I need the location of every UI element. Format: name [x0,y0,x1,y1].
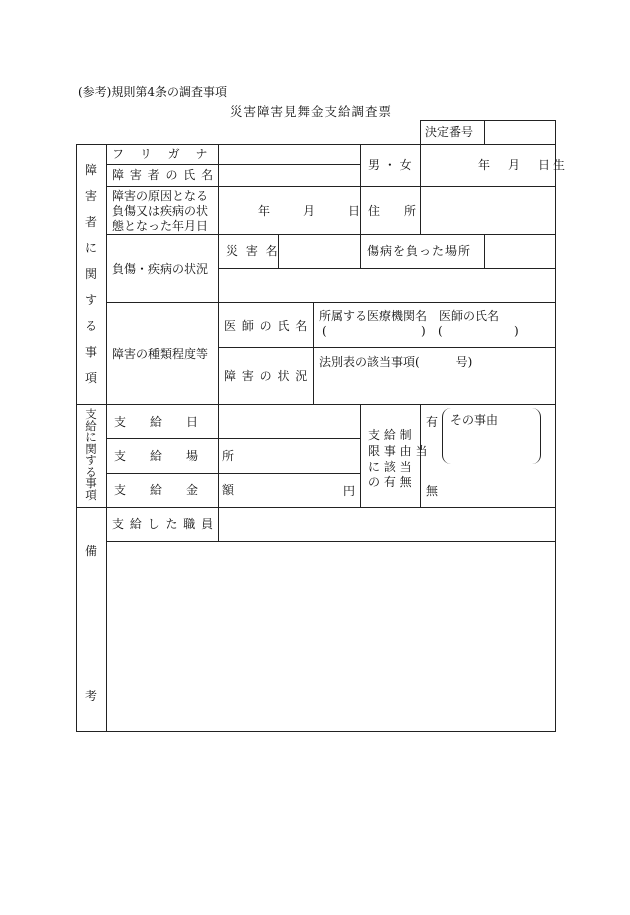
payment-amount-label: 支 給 金 額 [114,483,235,497]
schedule-item-label: 法別表の該当事項( 号) [319,355,473,369]
other-reason-field[interactable] [450,430,530,460]
victim-section-char: 関 [84,267,97,281]
address-label: 住 所 [368,204,417,218]
payment-section-char: に [85,430,97,444]
payment-section-char: 支 [85,407,97,421]
birthdate-label: 年 月 日生 [478,158,569,172]
victim-section-char: 障 [84,163,97,177]
institution-paren-close: ) [421,324,426,338]
victim-name-field[interactable] [224,168,354,184]
remarks-label-top: 備 [85,544,98,558]
victim-section-char: 事 [84,345,97,359]
payment-section-char: る [85,464,97,479]
victim-section-char: す [84,293,97,307]
payment-amount-field[interactable] [224,479,334,501]
remarks-field[interactable] [112,547,550,725]
cause-date-label-2: 負傷又は疾病の状 [112,204,209,218]
injury-place-field[interactable] [490,240,550,262]
restriction-no-option[interactable]: 無 [426,484,439,498]
form-reference-note: (参考)規則第4条の調査事項 [78,85,227,99]
payment-section-label [84,409,98,501]
payment-section-char: 項 [85,487,97,502]
yen-unit: 円 [343,484,356,498]
cause-date-field[interactable]: 年 月 日 [258,204,364,218]
disaster-name-field[interactable] [284,240,354,262]
institution-field[interactable] [332,324,416,338]
sex-selector[interactable]: 男 ・ 女 [368,158,412,172]
doctor-name-field[interactable] [448,324,510,338]
disability-degree-label: 障害の種類程度等 [112,347,209,361]
other-reason-bracket-right [532,408,541,464]
payment-section-char: す [85,453,97,467]
payment-place-label: 支 給 場 所 [114,449,235,463]
victim-section-label [84,164,98,384]
restriction-label-3: に 該 当 [368,460,412,474]
other-reason-label: その事由 [450,413,499,427]
victim-section-char: る [84,319,97,333]
payment-date-field[interactable] [224,410,354,432]
restriction-yes-option[interactable]: 有 [426,415,439,429]
address-field[interactable] [426,192,550,228]
payment-place-field[interactable] [224,444,354,466]
victim-section-char: に [84,241,97,255]
staff-field[interactable] [224,513,550,535]
victim-name-label: 障 害 者 の 氏 名 [112,168,215,182]
doctor-name-label: 医 師 の 氏 名 [224,319,309,333]
payment-section-char: 事 [85,476,97,490]
injury-status-label: 負傷・疾病の状況 [112,262,209,276]
injury-status-field[interactable] [224,274,550,296]
doctor-paren-open: ( [438,324,443,338]
injury-place-label: 傷病を負った場所 [367,244,472,258]
decision-number-label: 決定番号 [425,125,474,139]
payment-section-char: 関 [85,441,97,456]
restriction-label-4: の 有 無 [368,475,412,489]
restriction-label-1: 支 給 制 [368,428,412,442]
furigana-field[interactable] [224,148,354,162]
remarks-label-bottom: 考 [85,689,98,703]
restriction-label-2: 限 事 由 当 [368,444,428,458]
victim-section-char: 者 [84,215,97,229]
payment-section-char: 給 [85,418,97,433]
form-title: 災害障害見舞金支給調査票 [230,104,393,119]
institution-doctor-header: 所属する医療機関名 医師の氏名 [319,309,500,323]
payment-date-label: 支 給 日 [114,415,199,429]
victim-section-char: 項 [84,371,97,385]
doctor-paren-close: ) [514,324,519,338]
institution-paren-open: ( [322,324,327,338]
staff-label: 支 給 し た 職 員 [112,517,215,531]
cause-date-label-3: 態となった年月日 [112,219,209,233]
furigana-label: フ リ ガ ナ [112,147,214,161]
disability-status-field[interactable] [319,372,549,398]
cause-date-label-1: 障害の原因となる [112,189,209,203]
disability-status-label: 障 害 の 状 況 [224,369,309,383]
disaster-name-label: 災 害 名 [226,244,280,258]
victim-section-char: 害 [84,189,97,203]
